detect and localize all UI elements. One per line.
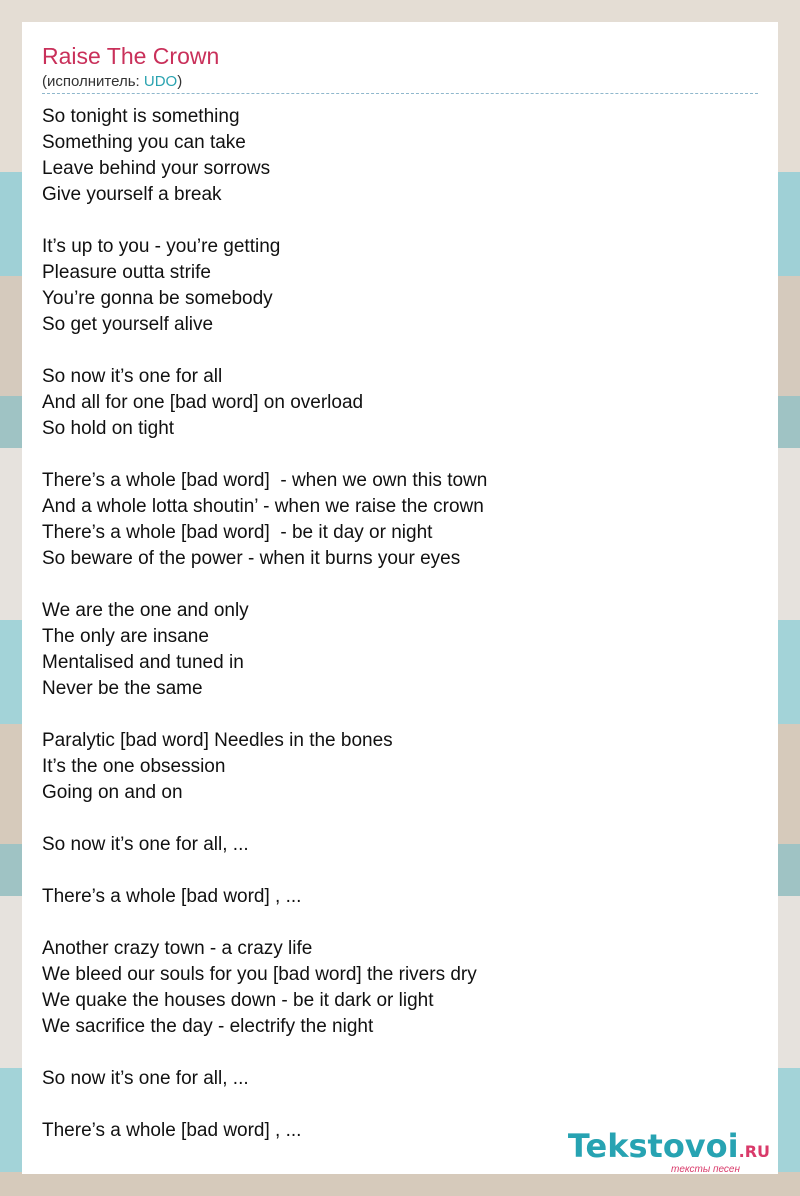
stanza-break <box>42 806 742 832</box>
lyric-line: The only are insane <box>42 626 209 647</box>
lyric-line: So now it’s one for all, ... <box>42 834 249 855</box>
lyric-line: It’s up to you - you’re getting <box>42 236 281 257</box>
lyric-line: We are the one and only <box>42 600 249 621</box>
lyric-line: There’s a whole [bad word] , ... <box>42 1120 302 1141</box>
lyric-line: And all for one [bad word] on overload <box>42 392 364 413</box>
lyric-line: Pleasure outta strife <box>42 262 211 283</box>
lyric-line: Another crazy town - a crazy life <box>42 938 313 959</box>
lyric-line: Going on and on <box>42 782 183 803</box>
lyrics-text <box>42 104 742 1144</box>
stanza-break <box>42 1040 742 1066</box>
artist-line <box>42 73 182 90</box>
lyric-line: We quake the houses down - be it dark or light <box>42 990 434 1011</box>
lyric-line: Never be the same <box>42 678 203 699</box>
logo-name: Tekstovoi <box>567 1127 739 1165</box>
stanza-break <box>42 208 742 234</box>
lyric-line: It’s the one obsession <box>42 756 226 777</box>
site-logo[interactable] <box>568 1128 770 1175</box>
lyric-line: There’s a whole [bad word] - be it day or night <box>42 522 433 543</box>
artist-link[interactable]: UDO <box>143 73 178 90</box>
lyric-line: There’s a whole [bad word] - when we own this town <box>42 470 488 491</box>
artist-suffix: ) <box>177 73 183 90</box>
stanza-break <box>42 1092 742 1118</box>
stanza-break <box>42 572 742 598</box>
stanza-break <box>42 702 742 728</box>
lyrics-card <box>22 22 778 1174</box>
lyric-line: So get yourself alive <box>42 314 214 335</box>
lyric-line: Paralytic [bad word] Needles in the bones <box>42 730 393 751</box>
logo-tld: .RU <box>738 1142 770 1161</box>
lyric-line: So now it’s one for all <box>42 366 223 387</box>
title-divider <box>42 93 758 94</box>
song-title: Raise The Crown <box>42 43 220 69</box>
lyric-line: Leave behind your sorrows <box>42 158 271 179</box>
lyric-line: So hold on tight <box>42 418 175 439</box>
lyric-line: Something you can take <box>42 132 246 153</box>
lyric-line: So beware of the power - when it burns your eyes <box>42 548 461 569</box>
lyric-line: There’s a whole [bad word] , ... <box>42 886 302 907</box>
stanza-break <box>42 858 742 884</box>
lyric-line: We sacrifice the day - electrify the night <box>42 1016 374 1037</box>
stanza-break <box>42 442 742 468</box>
lyric-line: And a whole lotta shoutin’ - when we raise the crown <box>42 496 484 517</box>
logo-tagline: тексты песен <box>671 1164 740 1175</box>
lyric-line: So now it’s one for all, ... <box>42 1068 249 1089</box>
lyric-line: So tonight is something <box>42 106 240 127</box>
stanza-break <box>42 338 742 364</box>
lyric-line: Give yourself a break <box>42 184 222 205</box>
lyric-line: Mentalised and tuned in <box>42 652 244 673</box>
lyric-line: You’re gonna be somebody <box>42 288 273 309</box>
stanza-break <box>42 910 742 936</box>
lyric-line: We bleed our souls for you [bad word] the rivers dry <box>42 964 477 985</box>
artist-prefix: (исполнитель: <box>42 73 144 90</box>
